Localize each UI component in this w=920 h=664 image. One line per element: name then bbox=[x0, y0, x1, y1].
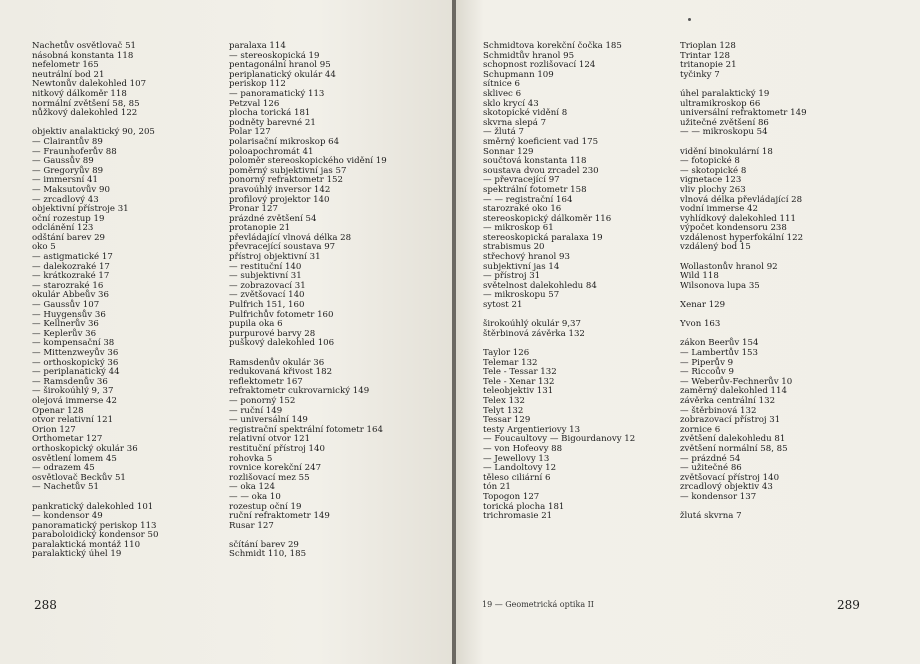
index-entry: — Riccoův 9 bbox=[680, 367, 734, 378]
index-entry: odclánění 123 bbox=[32, 223, 94, 234]
index-entry: ponorný refraktometr 152 bbox=[229, 175, 343, 186]
index-entry: výpočet kondensoru 238 bbox=[680, 223, 787, 234]
index-entry: strabismus 20 bbox=[483, 242, 545, 253]
index-entry: těleso ciliární 6 bbox=[483, 472, 551, 483]
index-entry: stereoskopická paralaxa 19 bbox=[483, 232, 603, 243]
index-entry: puškový dalekohled 106 bbox=[229, 338, 335, 349]
index-entry: oko 5 bbox=[32, 242, 56, 253]
index-entry: podněty barevné 21 bbox=[229, 117, 316, 128]
page-number-right: 289 bbox=[837, 598, 860, 612]
index-entry: Trintar 128 bbox=[680, 50, 730, 61]
index-entry: Trioplan 128 bbox=[680, 41, 736, 51]
left-page bbox=[0, 0, 452, 664]
index-entry: — Piperův 9 bbox=[680, 357, 734, 368]
index-entry: — mikroskop 61 bbox=[483, 223, 554, 234]
index-entry: užitečné zvětšení 86 bbox=[680, 117, 769, 128]
index-entry: Telyt 132 bbox=[483, 405, 524, 416]
index-entry: — přístroj 31 bbox=[483, 271, 541, 282]
index-entry: paralaktický úhel 19 bbox=[32, 549, 122, 560]
index-entry: — Keplerův 36 bbox=[32, 328, 97, 339]
page-speck-mark bbox=[688, 18, 691, 21]
index-entry: paraboloidický kondensor 50 bbox=[32, 530, 159, 541]
index-entry: Schmidtova korekční čočka 185 bbox=[483, 41, 622, 51]
index-entry: pravoúhlý inversor 142 bbox=[229, 184, 331, 195]
index-entry: — Gaussův 89 bbox=[32, 156, 94, 167]
index-entry: orthoskopický okulár 36 bbox=[32, 443, 138, 454]
index-entry: — periplanatický 44 bbox=[32, 367, 120, 378]
index-entry: prázdné zvětšení 54 bbox=[229, 213, 317, 224]
index-entry: — Gaussův 107 bbox=[32, 300, 100, 311]
index-entry: periplanatický okulár 44 bbox=[229, 69, 336, 80]
index-entry: — kondensor 137 bbox=[680, 491, 757, 502]
index-entry: Wilsonova lupa 35 bbox=[680, 280, 760, 291]
index-entry: — zvětšovací 140 bbox=[229, 290, 305, 301]
index-entry: soustava dvou zrcadel 230 bbox=[483, 165, 599, 176]
index-entry: Polar 127 bbox=[229, 127, 271, 138]
index-entry: otvor relativní 121 bbox=[32, 415, 114, 426]
index-entry: — Ramsdenův 36 bbox=[32, 376, 108, 387]
index-entry: pankratický dalekohled 101 bbox=[32, 501, 154, 512]
index-entry: — převracející 97 bbox=[483, 175, 560, 186]
index-entry: zrcadlový objektiv 43 bbox=[680, 482, 773, 493]
index-entry: — Foucaultovy — Bigourdanovy 12 bbox=[483, 434, 636, 445]
index-entry: zákon Beerův 154 bbox=[680, 338, 759, 349]
index-entry: refraktometr cukrovarnický 149 bbox=[229, 386, 370, 397]
index-entry: paralaxa 114 bbox=[229, 41, 286, 51]
index-entry: Schmidtův hranol 95 bbox=[483, 50, 575, 61]
index-entry: poloměr stereoskopického vidění 19 bbox=[229, 156, 387, 167]
index-entry: redukovaná křivost 182 bbox=[229, 367, 333, 378]
index-entry: polarisační mikroskop 64 bbox=[229, 136, 340, 147]
index-entry: — Weberův-Fechnerův 10 bbox=[680, 376, 793, 387]
index-entry: tyčinky 7 bbox=[680, 69, 720, 80]
index-entry: poloapochromát 41 bbox=[229, 146, 314, 157]
index-entry: — restituční 140 bbox=[229, 261, 302, 272]
index-entry: — subjektivní 31 bbox=[229, 271, 302, 282]
left-page-column-1 bbox=[32, 42, 158, 560]
index-entry: oční rozestup 19 bbox=[32, 213, 105, 224]
index-entry: purpurové barvy 28 bbox=[229, 328, 316, 339]
index-entry: rozlišovací mez 55 bbox=[229, 472, 310, 483]
index-entry: součtová konstanta 118 bbox=[483, 156, 587, 167]
index-entry: — žlutá 7 bbox=[483, 127, 524, 138]
index-entry: Xenar 129 bbox=[680, 300, 726, 311]
index-entry: rozestup oční 19 bbox=[229, 501, 302, 512]
index-entry: — starozraké 16 bbox=[32, 280, 104, 291]
index-entry: — Nachetův 51 bbox=[32, 482, 99, 493]
index-entry: Tessar 129 bbox=[483, 415, 531, 426]
index-entry: schopnost rozlišovací 124 bbox=[483, 60, 596, 71]
index-entry: okulár Abbeův 36 bbox=[32, 290, 109, 301]
index-entry: paralaktická montáž 110 bbox=[32, 539, 141, 550]
index-entry: — universální 149 bbox=[229, 415, 308, 426]
index-entry: — astigmatické 17 bbox=[32, 252, 113, 263]
index-entry: převracející soustava 97 bbox=[229, 242, 336, 253]
index-entry: stereoskopický dálkoměr 116 bbox=[483, 213, 612, 224]
index-entry: vyhlídkový dalekohled 111 bbox=[680, 213, 796, 224]
index-entry: Telex 132 bbox=[483, 395, 525, 406]
index-entry: převládající vlnová délka 28 bbox=[229, 232, 352, 243]
index-entry: universální refraktometr 149 bbox=[680, 108, 807, 119]
index-entry: vzdálený bod 15 bbox=[680, 242, 751, 253]
index-entry: — immersní 41 bbox=[32, 175, 98, 186]
index-entry: — Huygensův 36 bbox=[32, 309, 106, 320]
index-entry: — ruční 149 bbox=[229, 405, 283, 416]
index-entry: starozraké oko 16 bbox=[483, 204, 562, 215]
index-entry: Nachetův osvětlovač 51 bbox=[32, 41, 137, 51]
index-entry: — mikroskopu 57 bbox=[483, 290, 560, 301]
index-entry: Wild 118 bbox=[680, 271, 719, 282]
index-entry: — Mittenzweyův 36 bbox=[32, 348, 119, 358]
index-entry: — orthoskopický 36 bbox=[32, 357, 119, 368]
index-entry: ultramikroskop 66 bbox=[680, 98, 761, 109]
index-entry: subjektivní jas 14 bbox=[483, 261, 560, 272]
index-entry: — Maksutovův 90 bbox=[32, 184, 110, 195]
index-entry: Topogon 127 bbox=[483, 491, 540, 502]
index-entry: sytost 21 bbox=[483, 300, 523, 311]
index-entry: úhel paralaktický 19 bbox=[680, 88, 770, 99]
index-entry: Telemar 132 bbox=[483, 357, 538, 368]
index-entry: Orion 127 bbox=[32, 424, 76, 435]
index-entry: Yvon 163 bbox=[680, 319, 721, 330]
index-entry: směrný koeficient vad 175 bbox=[483, 136, 599, 147]
index-entry: přístroj objektivní 31 bbox=[229, 252, 321, 263]
index-entry: olejová immerse 42 bbox=[32, 395, 117, 406]
index-entry: Pulfrich 151, 160 bbox=[229, 300, 305, 311]
index-entry: poměrný subjektivní jas 57 bbox=[229, 165, 347, 176]
index-entry: normální zvětšení 58, 85 bbox=[32, 98, 140, 109]
index-entry: sklo krycí 43 bbox=[483, 98, 539, 109]
right-page-column-2 bbox=[680, 42, 807, 522]
index-entry: spektrální fotometr 158 bbox=[483, 184, 587, 195]
index-entry: testy Argentieriovy 13 bbox=[483, 424, 581, 435]
index-entry: — — registrační 164 bbox=[483, 194, 573, 205]
index-entry: pentagonální hranol 95 bbox=[229, 60, 331, 71]
index-entry: nitkový dálkoměr 118 bbox=[32, 88, 127, 99]
index-entry: Orthometar 127 bbox=[32, 434, 103, 445]
index-entry: Pulfrichův fotometr 160 bbox=[229, 309, 334, 320]
index-entry: odštání barev 29 bbox=[32, 232, 106, 243]
index-entry: osvětlovač Beckův 51 bbox=[32, 472, 126, 483]
index-entry: sítnice 6 bbox=[483, 79, 520, 90]
index-entry: vliv plochy 263 bbox=[680, 184, 746, 195]
index-entry: protanopie 21 bbox=[229, 223, 291, 234]
index-entry: Pronar 127 bbox=[229, 204, 278, 215]
index-entry: vzdálenost hyperfokální 122 bbox=[680, 232, 804, 243]
index-entry: trichromasie 21 bbox=[483, 511, 553, 522]
index-entry: registrační spektrální fotometr 164 bbox=[229, 424, 383, 435]
index-entry: skvrna slepá 7 bbox=[483, 117, 547, 128]
index-entry: násobná konstanta 118 bbox=[32, 50, 134, 61]
index-entry: Petzval 126 bbox=[229, 98, 280, 109]
index-entry: sklivec 6 bbox=[483, 88, 522, 99]
index-entry: střechový hranol 93 bbox=[483, 252, 570, 263]
index-entry: — užitečné 86 bbox=[680, 463, 742, 474]
index-entry: Wollastonův hranol 92 bbox=[680, 261, 778, 272]
index-entry: sčítání barev 29 bbox=[229, 539, 299, 550]
index-entry: zvětšení dalekohledu 81 bbox=[680, 434, 786, 445]
index-entry: — ponorný 152 bbox=[229, 395, 296, 406]
index-entry: štěrbinová závěrka 132 bbox=[483, 328, 585, 339]
index-entry: žlutá skvrna 7 bbox=[680, 511, 742, 522]
index-entry: — širokoúhlý 9, 37 bbox=[32, 386, 114, 397]
index-entry: — dalekozraké 17 bbox=[32, 261, 110, 272]
right-page-column-1 bbox=[483, 42, 635, 522]
index-entry: neutrální bod 21 bbox=[32, 69, 105, 80]
index-entry: Rusar 127 bbox=[229, 520, 274, 531]
index-entry: — Jewellovy 13 bbox=[483, 453, 550, 464]
index-entry: torická plocha 181 bbox=[483, 501, 565, 512]
index-entry: Openar 128 bbox=[32, 405, 84, 416]
index-entry: zobrazovací přístroj 31 bbox=[680, 415, 781, 426]
index-entry: — — oka 10 bbox=[229, 491, 281, 502]
index-entry: periskop 112 bbox=[229, 79, 286, 90]
left-page-column-2 bbox=[229, 42, 387, 560]
index-entry: — odrazem 45 bbox=[32, 463, 95, 474]
index-entry: vodní immerse 42 bbox=[680, 204, 758, 215]
index-entry: zornice 6 bbox=[680, 424, 721, 435]
index-entry: — Lambertův 153 bbox=[680, 348, 758, 358]
index-entry: teleobjektiv 131 bbox=[483, 386, 554, 397]
index-entry: vignetace 123 bbox=[680, 175, 742, 186]
right-page bbox=[456, 0, 920, 664]
index-entry: světelnost dalekohledu 84 bbox=[483, 280, 597, 291]
index-entry: — Kellnerův 36 bbox=[32, 319, 99, 330]
index-entry: závěrka centrální 132 bbox=[680, 395, 776, 406]
index-entry: profilový projektor 140 bbox=[229, 194, 330, 205]
index-entry: — Landoltovy 12 bbox=[483, 463, 557, 474]
index-entry: zvětšovací přístroj 140 bbox=[680, 472, 780, 483]
index-entry: — Clairantův 89 bbox=[32, 136, 103, 147]
index-entry: ruční refraktometr 149 bbox=[229, 511, 330, 522]
index-entry: vlnová délka převládající 28 bbox=[680, 194, 803, 205]
index-entry: plocha torická 181 bbox=[229, 108, 311, 119]
index-entry: objektivní přístroje 31 bbox=[32, 204, 129, 215]
index-entry: relativní otvor 121 bbox=[229, 434, 311, 445]
index-entry: skotopické vidění 8 bbox=[483, 108, 568, 119]
index-entry: — fotopické 8 bbox=[680, 156, 740, 167]
index-entry: — kondensor 49 bbox=[32, 511, 103, 522]
index-entry: širokoúhlý okulár 9,37 bbox=[483, 319, 581, 330]
index-entry: — zrcadlový 43 bbox=[32, 194, 99, 205]
page-number-left: 288 bbox=[34, 598, 57, 612]
index-entry: Ramsdenův okulár 36 bbox=[229, 357, 325, 368]
index-entry: — panoramatický 113 bbox=[229, 88, 325, 99]
index-entry: rovnice korekční 247 bbox=[229, 463, 322, 474]
index-entry: — skotopické 8 bbox=[680, 165, 747, 176]
index-entry: — — mikroskopu 54 bbox=[680, 127, 768, 138]
index-entry: panoramatický periskop 113 bbox=[32, 520, 157, 531]
index-entry: nefelometr 165 bbox=[32, 60, 99, 71]
index-entry: tritanopie 21 bbox=[680, 60, 737, 71]
page-footer: 19 — Geometrická optika II bbox=[482, 600, 594, 609]
index-entry: Tele - Tessar 132 bbox=[483, 367, 557, 378]
index-entry: Schmidt 110, 185 bbox=[229, 549, 307, 560]
index-entry: — kompensační 38 bbox=[32, 338, 115, 349]
index-entry: nůžkový dalekohled 122 bbox=[32, 108, 138, 119]
index-entry: Schupmann 109 bbox=[483, 69, 554, 80]
index-entry: pupila oka 6 bbox=[229, 319, 283, 330]
index-entry: — oka 124 bbox=[229, 482, 275, 493]
index-entry: rohovka 5 bbox=[229, 453, 273, 464]
index-entry: vidění binokulární 18 bbox=[680, 146, 773, 157]
index-entry: — štěrbinová 132 bbox=[680, 405, 757, 416]
index-entry: Sonnar 129 bbox=[483, 146, 534, 157]
index-entry: osvětlení lomem 45 bbox=[32, 453, 117, 464]
index-entry: zvětšení normální 58, 85 bbox=[680, 443, 788, 454]
index-entry: reflektometr 167 bbox=[229, 376, 303, 387]
index-entry: — Fraunhoferův 88 bbox=[32, 146, 117, 157]
index-entry: — Gregoryův 89 bbox=[32, 165, 104, 176]
index-entry: restituční přístroj 140 bbox=[229, 443, 325, 454]
index-entry: objektiv analaktický 90, 205 bbox=[32, 127, 155, 138]
index-entry: Newtonův dalekohled 107 bbox=[32, 79, 147, 90]
index-entry: — von Hofeovy 88 bbox=[483, 443, 563, 454]
index-entry: Taylor 126 bbox=[483, 348, 530, 358]
index-entry: — krátkozraké 17 bbox=[32, 271, 110, 282]
index-entry: tón 21 bbox=[483, 482, 511, 493]
index-entry: — stereoskopická 19 bbox=[229, 50, 320, 61]
index-entry: — zobrazovací 31 bbox=[229, 280, 306, 291]
index-entry: — prázdné 54 bbox=[680, 453, 741, 464]
index-entry: zaměrný dalekohled 114 bbox=[680, 386, 787, 397]
index-entry: Tele - Xenar 132 bbox=[483, 376, 555, 387]
